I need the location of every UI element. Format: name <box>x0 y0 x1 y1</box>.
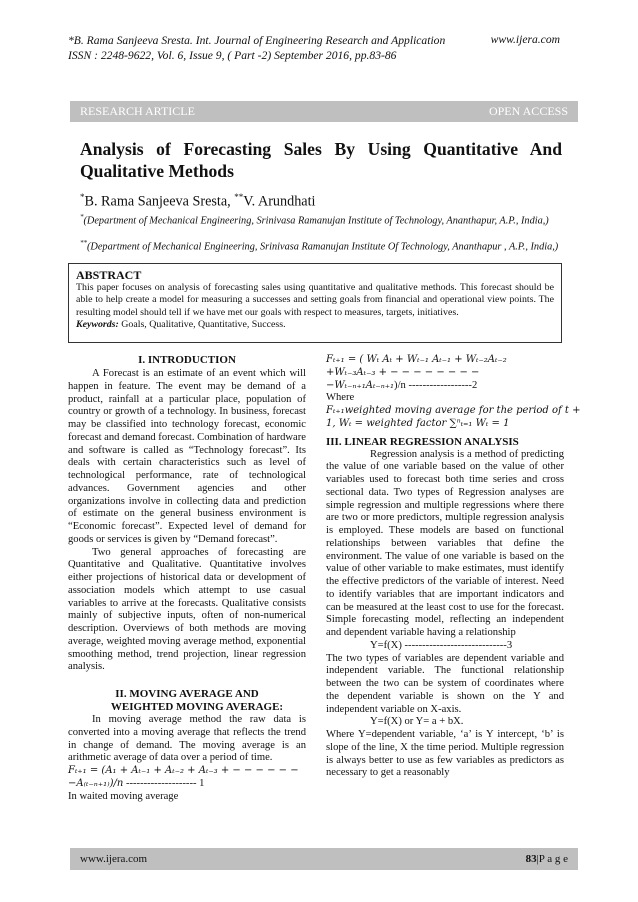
author-2: V. Arundhati <box>243 193 316 210</box>
page-label: |P a g e <box>536 853 568 865</box>
section-2-heading-line-2: WEIGHTED MOVING AVERAGE: <box>110 701 284 713</box>
title-line-1: Analysis of Forecasting Sales By Using Quantitative And <box>80 139 562 159</box>
equation-2-line-1: Fₜ₊₁ = ( Wₜ Aₜ + Wₜ₋₁ Aₜ₋₁ + Wₜ₋₂Aₜ₋₂ <box>326 354 507 365</box>
citation-line-2: ISSN : 2248-9622, Vol. 6, Issue 9, ( Part -2) September 2016, pp.83-86 <box>68 49 397 62</box>
citation-line-1: *B. Rama Sanjeeva Sresta. Int. Journal of Engineering Research and Application <box>68 34 446 47</box>
section-3-heading: III. LINEAR REGRESSION ANALYSIS <box>326 435 519 448</box>
page-number <box>526 848 568 870</box>
abstract-heading: ABSTRACT <box>76 268 142 282</box>
open-access-label: OPEN ACCESS <box>488 104 568 118</box>
equation-1-line-1: Fₜ₊₁ = (A₁ + Aₜ₋₁ + Aₜ₋₂ + Aₜ₋₃ + − − − − − − <box>68 765 299 776</box>
affiliation-2 <box>80 237 566 253</box>
article-type-banner <box>70 101 578 122</box>
aff1-mark: * <box>80 213 84 221</box>
equation-4: Y=f(X) or Y= a + bX. <box>370 716 464 728</box>
equation-1-line-2 <box>68 778 306 791</box>
equation-2-expr: −Wₜ₋ₙ₊₁Aₜ₋ₙ₊₁ <box>326 379 395 391</box>
regression-paragraph-3: Where Y=dependent variable, ‘a’ is Y intercept, ‘b’ is slope of the line, X the time period. Multiple regression is always better to use as few variables as predictors as necessary to get a reasonably <box>326 729 564 779</box>
author-list <box>80 192 315 211</box>
keywords-line <box>76 319 554 331</box>
intro-paragraph-2: Two general approaches of forecasting are Quantitative and Qualitative. Quantitative involves either projections of historical data or development of association models which attempt to use casual variables to arrive at the forecasts. Qualitative consists mainly of subjective inputs, often of non-numerical description. Overviews of both methods are moving average, weighted moving average method, exponential smoothing method, trend projection, linear regression analysis. <box>68 546 306 673</box>
affiliation-1 <box>80 211 566 227</box>
page-footer <box>70 848 578 870</box>
equation-1-number: -------------------- 1 <box>123 777 205 789</box>
equation-1-expr: −A₍ₜ₋ₙ₊₁₎)/n <box>68 777 124 789</box>
aff2-text: (Department of Mechanical Engineering, Srinivasa Ramanujan Institute Of Technology, Ananthapur , A.P., India,) <box>87 241 559 253</box>
where-definition-1: Fₜ₊₁weighted moving average for the period of t + <box>326 405 581 416</box>
research-article-label: RESEARCH ARTICLE <box>80 104 195 118</box>
section-2-heading-line-1: II. MOVING AVERAGE AND <box>115 688 259 700</box>
aff2-mark: ** <box>80 239 87 247</box>
paper-title <box>80 138 562 182</box>
abstract-box <box>68 263 562 343</box>
moving-average-paragraph: In moving average method the raw data is converted into a moving average that reflects the trend in change of demand. The moving average is an arithmetic average of data over a period of time. <box>68 714 306 764</box>
keywords-label: Keywords: <box>76 319 119 331</box>
aff1-text: (Department of Mechanical Engineering, Srinivasa Ramanujan Institute of Technology, Ananthapur, A.P., India,) <box>83 215 549 227</box>
intro-paragraph-1: A Forecast is an estimate of an event which will happen in feature. The event may be demand of a product, rainfall at a particular place, population of country or growth of a technology. In business, forecast may be classified into technology forecast, economic forecast and demand forecast. Combination of hardware and software is called as “Technology forecast”. Its deals with certain characteristics such as level of technological performance, rate of technological advances. Government agencies and other organizations involve in collecting data and prediction of estimate on the general business environment is “Economic forecast”. Expected level of demand for goods or services is given by “Demand forecast”. <box>68 368 306 545</box>
where-label: Where <box>326 392 355 404</box>
author1-mark: * <box>80 192 85 202</box>
equation-3: Y=f(X) -----------------------------3 <box>370 639 513 651</box>
where-definition-2: 1, Wₜ = weighted factor ∑ⁿₜ₌₁ Wₜ = 1 <box>326 417 510 429</box>
header-website-link[interactable]: www.ijera.com <box>490 33 560 46</box>
page-number-value: 83 <box>525 853 537 865</box>
equation-2-number: )/n ------------------2 <box>394 379 478 391</box>
author2-mark: ** <box>234 192 244 202</box>
title-line-2: Qualitative Methods <box>80 161 234 181</box>
weighted-average-intro: In waited moving average <box>68 790 179 802</box>
regression-paragraph-1: Regression analysis is a method of predicting the value of one variable based on the value of other variables used to forecast both time series and cross sectional data. Two types of Regression analyses are simple regression and multiple regressions where there are two or more predictors, multiple regression analysis is employed. These models are based on functional relationships between variables that define the environment. The value of one variable is based on the value of other variable to make estimates, must identify the effective predictors of the variable of interest. Need to identify variables that are important indicators and can be measured at the least cost to use for the forecast. Simple forecasting model, reflecting an independent and dependent variable having a relationship <box>326 448 564 638</box>
section-1-heading: I. INTRODUCTION <box>138 354 236 366</box>
footer-website-link[interactable]: www.ijera.com <box>80 853 148 865</box>
author-1: B. Rama Sanjeeva Sresta, <box>84 193 235 210</box>
abstract-body: This paper focuses on analysis of forecasting sales using quantitative and qualitative methods. This forecast should be able to help create a model for measuring a successes and setting goals from financial and operational view points. The resulting model should tell if we have met our goals with respect to measures, targets, initiatives. <box>76 282 554 318</box>
regression-paragraph-2: The two types of variables are dependent variable and independent variable. The functional relationship between the two can be system of coordinates where the dependent variable is shown on the Y and independent variable on X-axis. <box>326 652 564 715</box>
left-column <box>68 354 306 803</box>
right-column <box>326 354 581 780</box>
keywords-text: Goals, Qualitative, Quantitative, Success. <box>118 319 286 331</box>
equation-2-line-2: +Wₜ₋₃Aₜ₋₃ + − − − − − − − − <box>326 366 480 378</box>
equation-2-line-3 <box>326 380 564 393</box>
